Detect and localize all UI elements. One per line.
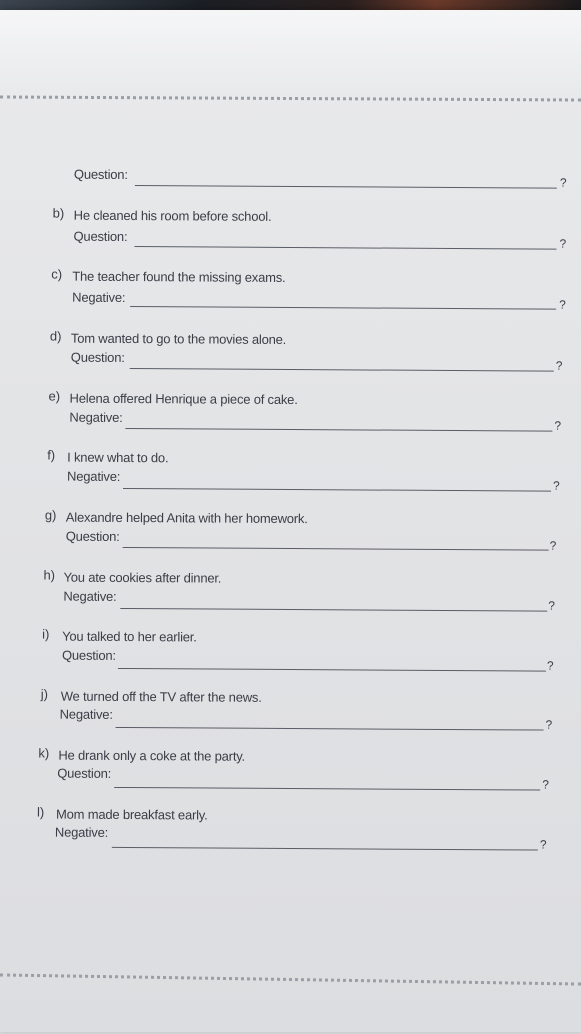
answer-label: Negative:	[69, 409, 123, 425]
question-mark: ?	[559, 236, 567, 251]
answer-label: Question:	[70, 349, 125, 365]
answer-label: Question:	[57, 765, 112, 781]
sentence-text: Mom made breakfast early.	[55, 806, 208, 823]
answer-label: Negative:	[63, 588, 117, 604]
answer-line[interactable]	[130, 306, 556, 310]
answer-line[interactable]	[134, 246, 556, 250]
item-letter: c)	[51, 266, 63, 282]
answer-label: Question:	[73, 228, 128, 245]
item-letter: g)	[44, 507, 57, 523]
answer-line[interactable]	[123, 547, 549, 551]
answer-label: Negative:	[54, 824, 109, 840]
answer-line[interactable]	[114, 787, 540, 791]
question-mark: ?	[559, 297, 566, 312]
question-mark: ?	[542, 777, 549, 792]
answer-line[interactable]	[125, 428, 552, 432]
item-letter: f)	[47, 447, 56, 463]
sentence-text: Tom wanted to go to the movies alone.	[70, 330, 287, 347]
sentence-text: You ate cookies after dinner.	[63, 569, 222, 586]
answer-label: Negative:	[59, 706, 113, 722]
item-letter: b)	[52, 205, 65, 221]
answer-label: Negative:	[72, 289, 126, 305]
answer-line[interactable]	[112, 847, 538, 851]
sentence-text: You talked to her earlier.	[62, 628, 197, 645]
question-mark: ?	[548, 598, 556, 613]
question-mark: ?	[549, 538, 557, 553]
item-letter: k)	[38, 745, 50, 761]
answer-label: Negative:	[67, 468, 121, 484]
sentence-text: I knew what to do.	[67, 449, 169, 466]
item-letter: j)	[40, 686, 49, 702]
answer-label: Question:	[65, 528, 120, 544]
answer-line[interactable]	[116, 727, 544, 731]
answer-line[interactable]	[130, 368, 554, 372]
sentence-text: Alexandre helped Anita with her homework.	[65, 509, 308, 527]
item-letter: d)	[49, 328, 62, 344]
item-letter: i)	[42, 626, 50, 642]
sentence-text: The teacher found the missing exams.	[72, 268, 286, 285]
question-mark: ?	[554, 418, 562, 433]
question-mark: ?	[559, 175, 567, 190]
sentence-text: He cleaned his room before school.	[73, 207, 272, 224]
sentence-text: He drank only a coke at the party.	[58, 747, 246, 764]
answer-line[interactable]	[118, 668, 546, 672]
answer-line[interactable]	[120, 608, 547, 612]
answer-line[interactable]	[135, 185, 557, 189]
question-mark: ?	[539, 837, 547, 852]
question-mark: ?	[555, 358, 563, 373]
answer-label: Question:	[61, 647, 116, 663]
answer-label: Question:	[73, 166, 128, 183]
item-letter: e)	[48, 388, 61, 404]
item-letter: h)	[43, 567, 56, 583]
question-mark: ?	[552, 478, 560, 493]
question-mark: ?	[546, 658, 554, 673]
sentence-text: We turned off the TV after the news.	[60, 688, 262, 705]
question-mark: ?	[545, 717, 553, 732]
sentence-text: Helena offered Henrique a piece of cake.	[69, 390, 298, 408]
answer-line[interactable]	[123, 488, 551, 492]
item-letter: l)	[36, 804, 45, 820]
